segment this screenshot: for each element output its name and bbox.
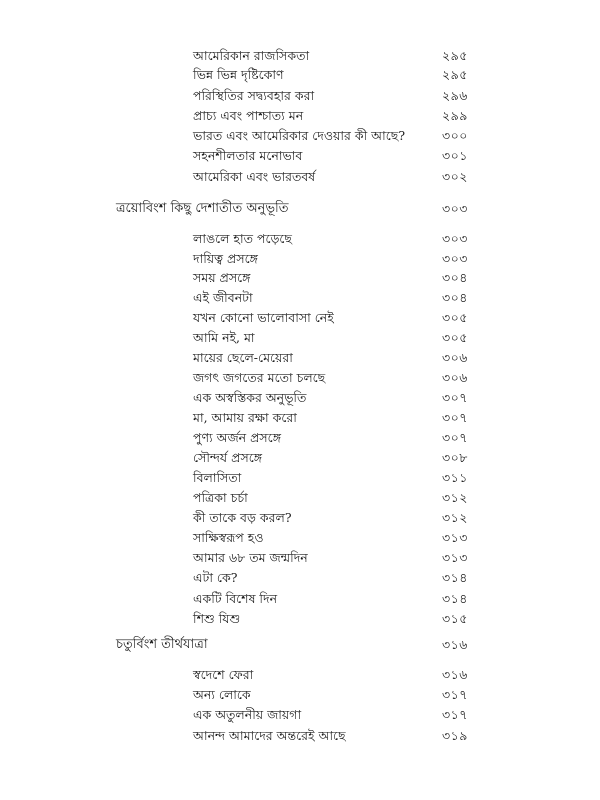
page-number: ৩০৭	[442, 430, 468, 445]
entry-title: আমেরিকা এবং ভারতবর্ষ	[193, 169, 316, 184]
entry-title: আনন্দ আমাদের অন্তরেই আছে	[193, 728, 346, 743]
entry-title: দায়িত্ব প্রসঙ্গে	[193, 251, 258, 266]
toc-entry	[0, 126, 600, 146]
page-number: ৩১৬	[442, 667, 468, 682]
toc-entry	[0, 328, 600, 348]
entry-title: আমেরিকান রাজসিকতা	[193, 48, 310, 63]
toc-entry	[0, 86, 600, 106]
chapter-title: ত্রয়োবিংশ কিছু দেশাতীত অনুভূতি	[116, 201, 289, 216]
page-number: ৩০৩	[442, 231, 468, 246]
toc-entry	[0, 348, 600, 368]
entry-title: যখন কোনো ভালোবাসা নেই	[193, 310, 334, 325]
entry-title: সৌন্দর্য প্রসঙ্গে	[193, 450, 263, 465]
page-number: ৩০৪	[442, 290, 468, 305]
page-number: ৩১১	[442, 470, 468, 485]
entry-title: এই জীবনটা	[193, 290, 253, 305]
page-number: ৩০৮	[442, 450, 468, 465]
page-number: ৩১৯	[442, 728, 468, 743]
toc-entry	[0, 528, 600, 548]
page-number: ৩০৬	[442, 370, 468, 385]
entry-title: প্রাচ্য এবং পাশ্চাত্য মন	[193, 108, 304, 123]
toc-entry	[0, 268, 600, 288]
page-number: ৩০২	[442, 169, 468, 184]
entry-title: পত্রিকা চর্চা	[193, 490, 248, 505]
entry-title: আমি নই, মা	[193, 330, 255, 345]
page-number: ৩০৩	[442, 251, 468, 266]
page-number: ৩০১	[442, 148, 468, 163]
page-number: ৩০৪	[442, 270, 468, 285]
entry-title: পরিস্থিতির সদ্ব্যবহার করা	[193, 88, 315, 103]
toc-entry	[0, 568, 600, 588]
toc-entry	[0, 249, 600, 269]
entry-title: পুণ্য অর্জন প্রসঙ্গে	[193, 430, 281, 445]
toc-chapter-heading	[0, 635, 600, 655]
page-number: ৩০৩	[442, 201, 468, 216]
chapter-title: চতুর্বিংশ তীর্থযাত্রা	[116, 637, 208, 652]
entry-title: অন্য লোকে	[193, 687, 251, 702]
page-number: ২৯৬	[442, 88, 468, 103]
entry-title: শিশু যিশু	[193, 611, 241, 626]
entry-title: ভারত এবং আমেরিকার দেওয়ার কী আছে?	[193, 128, 406, 143]
entry-title: সময় প্রসঙ্গে	[193, 270, 251, 285]
page-number: ৩১২	[442, 510, 468, 525]
page-number: ২৯৫	[442, 48, 468, 63]
page-number: ২৯৫	[442, 67, 468, 82]
page-number: ৩০৭	[442, 410, 468, 425]
toc-chapter-heading	[0, 199, 600, 219]
page-number: ৩১৭	[442, 707, 468, 722]
entry-title: কী তাকে বড় করল?	[193, 510, 292, 525]
toc-entry	[0, 705, 600, 725]
entry-title: ভিন্ন ভিন্ন দৃষ্টিকোণ	[193, 67, 284, 82]
page-number: ৩১৫	[442, 611, 468, 626]
toc-entry	[0, 508, 600, 528]
toc-entry	[0, 589, 600, 609]
toc-entry	[0, 65, 600, 85]
toc-entry	[0, 167, 600, 187]
entry-title: জগৎ জগতের মতো চলছে	[193, 370, 326, 385]
toc-entry	[0, 146, 600, 166]
entry-title: সহনশীলতার মনোভাব	[193, 148, 303, 163]
page-number: ৩১৬	[442, 637, 468, 652]
entry-title: এটা কে?	[193, 570, 238, 585]
page-number: ৩১৪	[442, 570, 468, 585]
toc-entry	[0, 388, 600, 408]
toc-entry	[0, 548, 600, 568]
page-number: ৩১৩	[442, 550, 468, 565]
entry-title: একটি বিশেষ দিন	[193, 591, 278, 606]
page-number: ৩১৪	[442, 591, 468, 606]
toc-entry	[0, 488, 600, 508]
entry-title: মায়ের ছেলে-মেয়েরা	[193, 350, 293, 365]
page-number: ৩০৫	[442, 330, 468, 345]
page-number: ৩১৩	[442, 530, 468, 545]
toc-entry	[0, 106, 600, 126]
page-number: ৩০০	[442, 128, 468, 143]
entry-title: মা, আমায় রক্ষা করো	[193, 410, 297, 425]
toc-entry	[0, 468, 600, 488]
page-number: ৩১২	[442, 490, 468, 505]
entry-title: আমার ৬৮ তম জন্মদিন	[193, 550, 308, 565]
toc-entry	[0, 46, 600, 66]
entry-title: সাক্ষিস্বরূপ হও	[193, 530, 264, 545]
toc-entry	[0, 665, 600, 685]
toc-entry	[0, 229, 600, 249]
page-number: ৩০৫	[442, 310, 468, 325]
toc-entry	[0, 288, 600, 308]
toc-entry	[0, 308, 600, 328]
toc-entry	[0, 448, 600, 468]
toc-entry	[0, 408, 600, 428]
toc-entry	[0, 685, 600, 705]
entry-title: স্বদেশে ফেরা	[193, 667, 254, 682]
toc-entry	[0, 428, 600, 448]
entry-title: এক অতুলনীয় জায়গা	[193, 707, 302, 722]
toc-entry	[0, 368, 600, 388]
entry-title: লাঙলে হাত পড়েছে	[193, 231, 292, 246]
toc-entry	[0, 726, 600, 746]
entry-title: এক অস্বস্তিকর অনুভূতি	[193, 390, 307, 405]
entry-title: বিলাসিতা	[193, 470, 242, 485]
page-number: ৩০৭	[442, 390, 468, 405]
toc-entry	[0, 609, 600, 629]
page-number: ৩০৬	[442, 350, 468, 365]
page-number: ২৯৯	[442, 108, 468, 123]
page-number: ৩১৭	[442, 687, 468, 702]
